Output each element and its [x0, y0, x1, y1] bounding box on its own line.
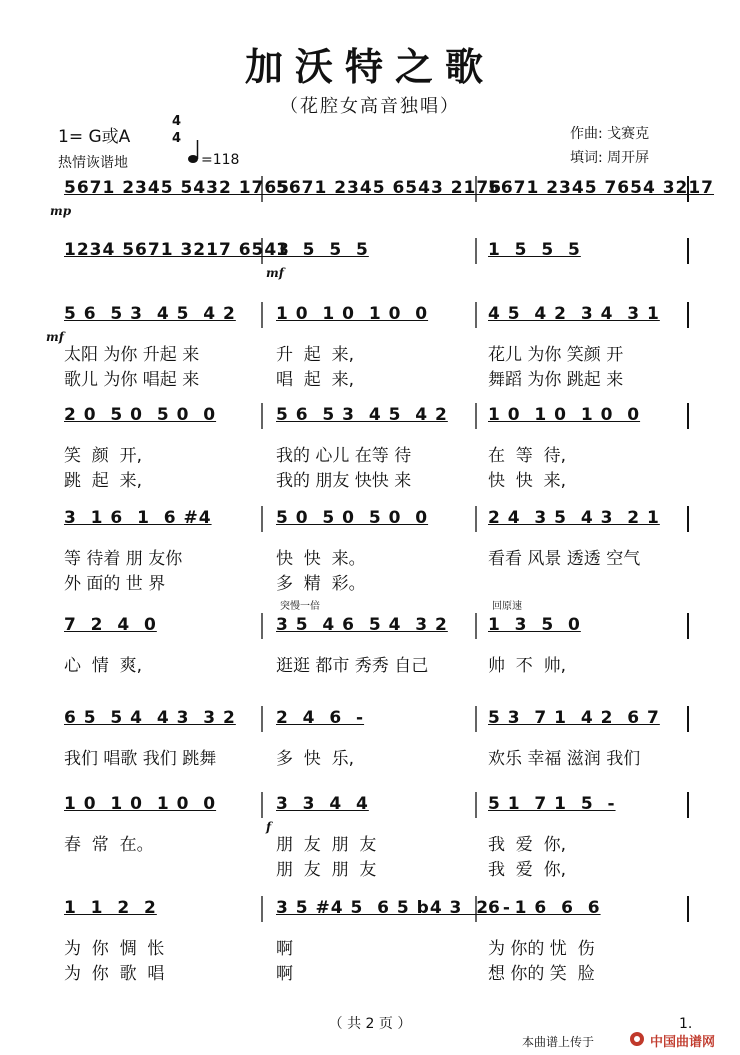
- measure-notes: 3 5 #4 5 6 5 b4 3 2 -: [276, 898, 511, 918]
- lyricist: 填词: 周开屏: [570, 150, 650, 166]
- dynamic-marking: mf: [46, 330, 64, 344]
- measure-notes: 5671 2345 6543 2176: [276, 178, 503, 198]
- measure-notes: 3 5 4 6 5 4 3 2: [276, 615, 448, 635]
- key-signature: 1= G或A: [58, 127, 131, 147]
- lyric-line: 外 面的 世 界: [64, 574, 166, 594]
- lyric-line: 为 你的 忧 伤: [488, 939, 595, 959]
- upload-text: 本曲谱上传于: [522, 1035, 595, 1049]
- measure-notes: 1234 5671 3217 6543: [64, 240, 291, 260]
- lyric-line: 我的 朋友 快快 来: [276, 471, 412, 491]
- lyric-line: 朋 友 朋 友: [276, 835, 377, 855]
- lyric-line: 朋 友 朋 友: [276, 860, 377, 880]
- time-signature-numerator: 4: [172, 114, 182, 129]
- lyric-line: 升 起 来,: [276, 345, 355, 365]
- dynamic-marking: mp: [50, 204, 72, 218]
- lyric-line: 啊: [276, 964, 293, 984]
- lyric-line: 我们 唱歌 我们 跳舞: [64, 749, 217, 769]
- measure-notes: 2 0 5 0 5 0 0: [64, 405, 217, 425]
- measure-notes: 2 4 6 -: [276, 708, 365, 728]
- measure-notes: 7 2 4 0: [64, 615, 157, 635]
- lyric-line: 想 你的 笑 脸: [488, 964, 595, 984]
- measure-notes: 4 5 4 2 3 4 3 1: [488, 304, 660, 324]
- lyric-line: 啊: [276, 939, 293, 959]
- tempo-text: 热情诙谐地: [58, 155, 128, 171]
- lyric-line: 舞蹈 为你 跳起 来: [488, 370, 624, 390]
- measure-notes: 1 0 1 0 1 0 0: [276, 304, 429, 324]
- lyric-line: 花儿 为你 笑颜 开: [488, 345, 624, 365]
- site-name[interactable]: 中国曲谱网: [650, 1035, 716, 1050]
- measure-notes: 1 0 1 0 1 0 0: [64, 794, 217, 814]
- dynamic-marking: f: [266, 820, 272, 834]
- lyric-line: 歌儿 为你 唱起 来: [64, 370, 200, 390]
- measure-notes: 5 1 7 1 5 -: [488, 794, 616, 814]
- lyric-line: 等 待着 朋 友你: [64, 549, 183, 569]
- site-logo-icon: [628, 1030, 648, 1052]
- measure-notes: 5671 2345 7654 3217: [488, 178, 715, 198]
- lyric-line: 看看 风景 透透 空气: [488, 549, 641, 569]
- song-title: 加沃特之歌: [244, 45, 495, 89]
- page-count: （ 共 2 页 ）: [328, 1016, 412, 1032]
- dynamic-marking: mf: [266, 266, 284, 280]
- measure-notes: 3 1 6 1 6 #4: [64, 508, 212, 528]
- composer: 作曲: 戈赛克: [570, 126, 650, 142]
- measure-notes: 1 3 5 0: [488, 615, 581, 635]
- lyric-line: 唱 起 来,: [276, 370, 355, 390]
- measure-notes: 5 0 5 0 5 0 0: [276, 508, 429, 528]
- lyric-line: 我的 心儿 在等 待: [276, 446, 412, 466]
- lyric-line: 多 快 乐,: [276, 749, 355, 769]
- measure-notes: 1 5 5 5: [488, 240, 581, 260]
- measure-notes: 6 5 5 4 4 3 3 2: [64, 708, 236, 728]
- lyric-line: 心 情 爽,: [64, 656, 143, 676]
- tempo-marking: 突慢一倍: [280, 601, 320, 612]
- quarter-note-icon: [188, 140, 202, 168]
- lyric-line: 笑 颜 开,: [64, 446, 143, 466]
- lyric-line: 为 你 惆 怅: [64, 939, 165, 959]
- page-number: 1.: [679, 1016, 693, 1032]
- tempo-marking: 回原速: [492, 601, 522, 612]
- lyric-line: 欢乐 幸福 滋润 我们: [488, 749, 641, 769]
- tempo-value: =118: [201, 152, 240, 168]
- measure-notes: 5 3 7 1 4 2 6 7: [488, 708, 660, 728]
- measure-notes: 2 4 3 5 4 3 2 1: [488, 508, 660, 528]
- lyric-line: 在 等 待,: [488, 446, 567, 466]
- lyric-line: 逛逛 都市 秀秀 自己: [276, 656, 429, 676]
- lyric-line: 我 爱 你,: [488, 860, 567, 880]
- lyric-line: 太阳 为你 升起 来: [64, 345, 200, 365]
- lyric-line: 跳 起 来,: [64, 471, 143, 491]
- lyric-line: 春 常 在。: [64, 835, 154, 855]
- measure-notes: 5 6 5 3 4 5 4 2: [64, 304, 236, 324]
- lyric-line: 多 精 彩。: [276, 574, 366, 594]
- measure-notes: 1 5 5 5: [276, 240, 369, 260]
- measure-notes: 5671 2345 5432 1765: [64, 178, 291, 198]
- lyric-line: 为 你 歌 唱: [64, 964, 165, 984]
- song-subtitle: （花腔女高音独唱）: [280, 96, 460, 117]
- time-signature-denominator: 4: [172, 131, 182, 146]
- measure-notes: 1 1 2 2: [64, 898, 157, 918]
- lyric-line: 帅 不 帅,: [488, 656, 567, 676]
- lyric-line: 我 爱 你,: [488, 835, 567, 855]
- measure-notes: 3 3 4 4: [276, 794, 369, 814]
- lyric-line: 快 快 来。: [276, 549, 366, 569]
- measure-notes: 6 1 6 6 6: [488, 898, 601, 918]
- measure-notes: 5 6 5 3 4 5 4 2: [276, 405, 448, 425]
- lyric-line: 快 快 来,: [488, 471, 567, 491]
- measure-notes: 1 0 1 0 1 0 0: [488, 405, 641, 425]
